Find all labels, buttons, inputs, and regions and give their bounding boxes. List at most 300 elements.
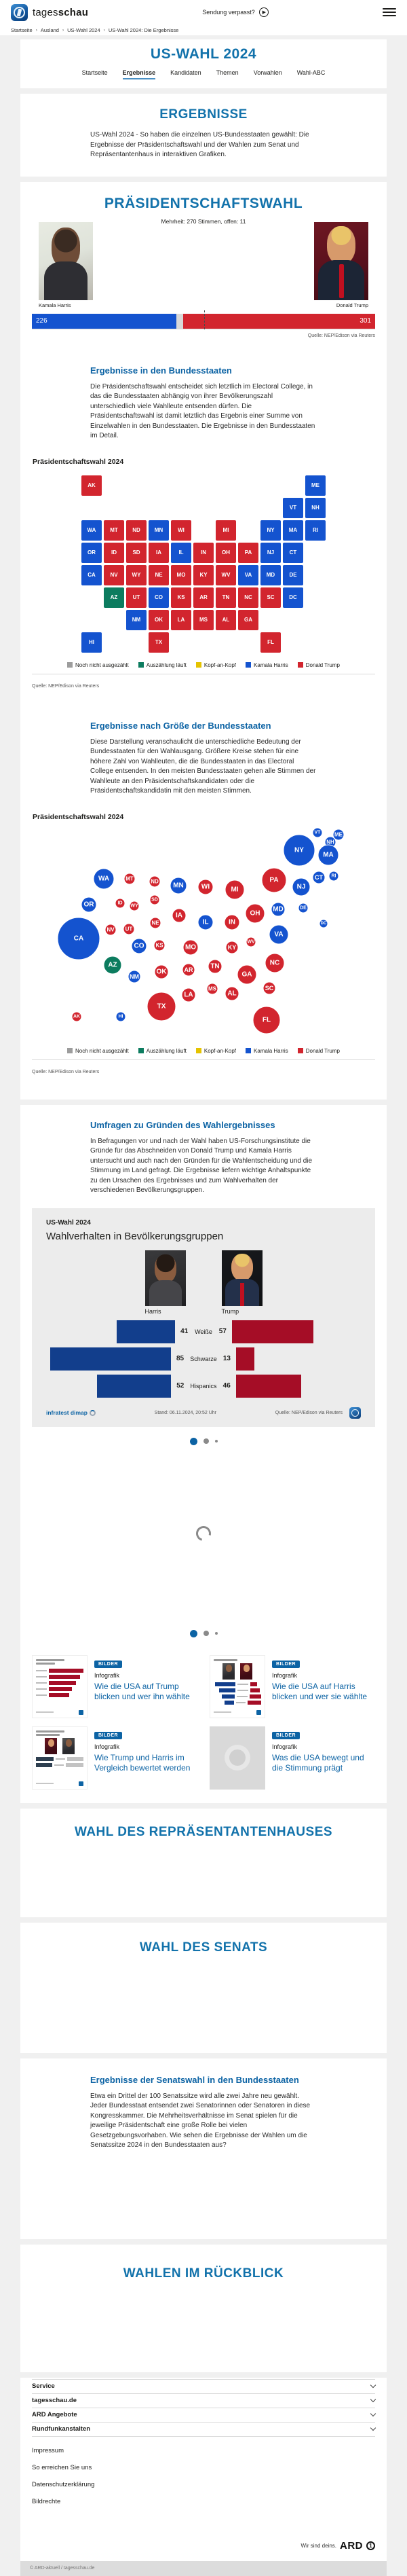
svg-text:FL: FL [262, 1016, 271, 1023]
state-tile-WA[interactable]: WA [81, 520, 102, 541]
carousel-dots [20, 1438, 387, 1445]
legend-item-tossup: Kopf-an-Kopf [196, 1048, 236, 1054]
footer [20, 2378, 387, 2576]
trump-photo [314, 222, 368, 300]
president-section [20, 182, 387, 1100]
svg-text:NH: NH [326, 839, 334, 845]
state-tile-DC[interactable]: DC [283, 587, 303, 608]
teaser-card[interactable] [32, 1726, 197, 1790]
svg-text:WI: WI [201, 883, 210, 890]
trump-column-label: Trump [221, 1307, 239, 1315]
house-section [20, 1809, 387, 1917]
svg-text:VT: VT [314, 830, 321, 835]
demographics-row-Weiße [46, 1320, 361, 1343]
svg-text:IA: IA [176, 911, 182, 919]
state-tile-AL[interactable]: AL [216, 610, 236, 630]
teaser-card[interactable] [210, 1726, 375, 1790]
state-tile-OH[interactable]: OH [216, 543, 236, 563]
svg-text:ID: ID [117, 901, 123, 905]
electoral-segment-Donald Trump [183, 314, 375, 329]
trump-small-photo [222, 1250, 263, 1306]
state-tile-TX[interactable]: TX [149, 632, 169, 653]
infographic-footer [46, 1407, 361, 1419]
state-bubble-ID[interactable] [115, 899, 125, 908]
ard-logo: ARD [340, 2539, 363, 2552]
electoral-segment-offen [176, 314, 183, 329]
state-tile-UT[interactable]: UT [126, 587, 147, 608]
svg-text:IL: IL [202, 918, 209, 926]
state-bubble-KY[interactable] [226, 941, 238, 954]
legend-item-counting: Auszählung läuft [138, 662, 187, 668]
state-bubble-HI[interactable] [116, 1012, 125, 1021]
loading-zone [20, 1448, 387, 1619]
svg-text:MD: MD [273, 905, 284, 913]
state-bubble-AK[interactable] [72, 1012, 81, 1021]
menu-icon[interactable] [383, 8, 396, 16]
harris-bar [50, 1347, 172, 1371]
svg-text:SC: SC [265, 984, 274, 992]
legend-swatch-icon [196, 1048, 201, 1053]
carousel-dot-1[interactable] [190, 1630, 197, 1637]
svg-text:OK: OK [156, 968, 167, 975]
state-bubble-CA[interactable] [58, 918, 100, 960]
state-bubble-WV[interactable] [246, 937, 256, 947]
svg-text:SD: SD [151, 897, 158, 902]
state-bubble-NM[interactable] [128, 970, 140, 983]
state-bubble-MO[interactable] [183, 940, 198, 955]
harris-small-photo [145, 1250, 186, 1306]
chevron-down-icon [370, 2425, 376, 2431]
state-bubble-MT[interactable] [124, 873, 135, 884]
state-tile-NC[interactable]: NC [238, 587, 258, 608]
legend-swatch-icon [298, 1048, 303, 1053]
teaser-kicker: Infografik [94, 1743, 120, 1750]
svg-text:KY: KY [227, 943, 237, 951]
accordion-label: tagesschau.de [32, 2397, 77, 2404]
tab-vorwahlen[interactable]: Vorwahlen [253, 69, 282, 76]
state-tile-IA[interactable]: IA [149, 543, 169, 563]
state-bubble-CO[interactable] [132, 939, 147, 954]
state-bubble-OR[interactable] [81, 897, 96, 912]
harris-value: 85 [176, 1355, 185, 1362]
state-tile-AZ[interactable]: AZ [104, 587, 124, 608]
state-bubble-GA[interactable] [237, 965, 256, 984]
category-label: Weiße [195, 1328, 212, 1335]
polls-section [20, 1105, 387, 1803]
bilder-badge: BILDER [94, 1661, 122, 1668]
teaser-thumbnail-profile-compare [210, 1655, 265, 1718]
footer-link-bildrechte[interactable]: Bildrechte [32, 2497, 61, 2505]
breadcrumb [0, 24, 407, 39]
svg-text:AR: AR [184, 966, 193, 973]
legend-swatch-icon [138, 662, 144, 668]
state-tile-WY[interactable]: WY [126, 565, 147, 585]
footer-link-datenschutzerkl-rung[interactable]: Datenschutzerklärung [32, 2480, 95, 2488]
size-text: Diese Darstellung veranschaulicht die unterschiedliche Bedeutung der Bundesstaaten für den Wahlausgang. Größere Kreise stehen für eine höhere Zahl von Wahlleuten, die die Bundesstaaten in das Electoral College entsenden. In den meisten Bundesstaaten gehen alle Stimmen der Wahlleute an den Präsidentschaftskandidaten oder die Präsidentschaftskandidatin mit den meisten Stimmen. [90, 738, 316, 795]
state-tile-VA[interactable]: VA [238, 565, 258, 585]
harris-photo [39, 222, 93, 300]
state-tile-NY[interactable]: NY [260, 520, 281, 541]
teaser-kicker: Infografik [272, 1671, 298, 1679]
svg-text:NV: NV [106, 926, 115, 932]
tab-kandidaten[interactable]: Kandidaten [170, 69, 201, 76]
map-legend [20, 662, 387, 668]
svg-text:WA: WA [98, 875, 110, 882]
teaser-title[interactable]: Wie Trump und Harris im Vergleich bewertet werden [94, 1752, 191, 1773]
trump-bar [236, 1375, 302, 1398]
state-tile-KY[interactable]: KY [193, 565, 214, 585]
demographics-infographic [32, 1208, 375, 1427]
state-bubble-TX[interactable] [147, 992, 176, 1021]
state-bubble-VA[interactable] [269, 925, 288, 944]
state-bubble-FL[interactable] [253, 1006, 280, 1034]
svg-text:WY: WY [130, 903, 138, 908]
senate-results-heading: Ergebnisse der Senatswahl in den Bundesstaaten [90, 2074, 299, 2085]
electoral-bar[interactable] [32, 314, 375, 329]
breadcrumb-item[interactable]: Startseite [11, 26, 33, 33]
svg-text:ME: ME [334, 831, 343, 837]
state-bubble-ND[interactable] [149, 876, 160, 887]
state-bubble-NJ[interactable] [292, 878, 310, 896]
page-title: US-WAHL 2024 [150, 46, 257, 62]
legend-swatch-icon [67, 1048, 73, 1053]
teaser-thumbnail-rating-compare [32, 1726, 88, 1790]
state-bubble-AZ[interactable] [104, 956, 121, 974]
state-tile-RI[interactable]: RI [305, 520, 326, 541]
loading-spinner-icon [193, 1523, 214, 1543]
infographic-title: Wahlverhalten in Bevölkerungsgruppen [46, 1230, 224, 1242]
state-tile-CO[interactable]: CO [149, 587, 169, 608]
state-tile-CT[interactable]: CT [283, 543, 303, 563]
svg-text:TN: TN [210, 962, 220, 970]
states-source: Quelle: NEP/Edison via Reuters [32, 683, 100, 689]
candidate-row [20, 222, 387, 308]
teaser-kicker: Infografik [94, 1671, 120, 1679]
state-tile-FL[interactable]: FL [260, 632, 281, 653]
state-tile-NM[interactable]: NM [126, 610, 147, 630]
tab-themen[interactable]: Themen [216, 69, 239, 76]
provider-ring-icon [90, 1410, 96, 1416]
state-tile-AK[interactable]: AK [81, 475, 102, 496]
footer-accordion-service[interactable] [32, 2379, 375, 2393]
state-tile-MO[interactable]: MO [171, 565, 191, 585]
svg-text:DE: DE [300, 905, 307, 910]
bubble-cartogram [20, 828, 387, 1038]
state-tile-NV[interactable]: NV [104, 565, 124, 585]
teaser-grid [32, 1655, 375, 1790]
senate-results-section [20, 2058, 387, 2239]
svg-text:NJ: NJ [296, 883, 306, 890]
state-tile-WV[interactable]: WV [216, 565, 236, 585]
svg-text:MS: MS [208, 985, 216, 992]
svg-text:NE: NE [151, 920, 159, 926]
svg-text:NM: NM [130, 973, 139, 980]
svg-text:KS: KS [155, 942, 163, 948]
legend-swatch-icon [246, 1048, 251, 1053]
breadcrumb-item[interactable]: Ausland [40, 26, 59, 33]
state-tile-VT[interactable]: VT [283, 498, 303, 518]
president-title: PRÄSIDENTSCHAFTSWAHL [104, 195, 303, 211]
state-tile-IL[interactable]: IL [171, 543, 191, 563]
states-heading: Ergebnisse in den Bundesstaaten [90, 365, 232, 376]
size-chart-title: Präsidentschaftswahl 2024 [33, 812, 124, 821]
size-source: Quelle: NEP/Edison via Reuters [32, 1069, 100, 1074]
state-tile-MS[interactable]: MS [193, 610, 214, 630]
trump-bar [236, 1347, 254, 1371]
teaser-title[interactable]: Wie die USA auf Harris blicken und wer sie wählte [272, 1681, 368, 1701]
states-text: Die Präsidentschaftswahl entscheidet sich letztlich im Electoral College, in das die Bundesstaaten abhängig von ihrer Bevölkerungszahl unterschiedlich viele Wahlleute entsenden dürfen. Die Präsidentschaftswahl ist damit letztlich das Ergebnis einer Summe von Einzelwahlen in den Bundesstaaten. Die Ergebnisse in den Bundesstaaten im Detail. [90, 382, 315, 439]
trump-votes: 301 [360, 316, 371, 325]
state-bubble-WI[interactable] [198, 879, 213, 894]
senate-section [20, 1923, 387, 2053]
ard-one-icon: 1 [366, 2541, 375, 2550]
svg-text:HI: HI [118, 1014, 123, 1019]
teaser-card[interactable] [32, 1655, 197, 1718]
tagesschau-globe-icon [11, 4, 28, 21]
state-tile-GA[interactable]: GA [238, 610, 258, 630]
carousel-dot-2[interactable] [204, 1631, 209, 1636]
demographics-row-Schwarze [46, 1347, 361, 1371]
state-tile-WI[interactable]: WI [171, 520, 191, 541]
ard-claim [20, 2513, 387, 2561]
svg-text:MN: MN [173, 882, 184, 889]
state-bubble-VT[interactable] [313, 828, 322, 837]
provider-logo: infratest dimap [46, 1409, 96, 1416]
harris-name: Kamala Harris [39, 302, 71, 308]
svg-text:GA: GA [241, 970, 252, 978]
chevron-down-icon [370, 2382, 376, 2388]
breadcrumb-item[interactable]: US-Wahl 2024 [67, 26, 100, 33]
top-bar [0, 0, 407, 24]
legend-item-harris: Kamala Harris [246, 1048, 288, 1054]
state-bubble-AR[interactable] [182, 964, 195, 976]
tagesschau-logo[interactable] [11, 4, 88, 21]
svg-text:OR: OR [83, 901, 94, 908]
brand-wordmark: tagesschau [33, 6, 89, 18]
svg-text:MT: MT [125, 875, 134, 882]
state-bubble-IL[interactable] [198, 915, 213, 930]
footer-link-impressum[interactable]: Impressum [32, 2446, 64, 2454]
legend-swatch-icon [67, 662, 73, 668]
state-bubble-OK[interactable] [155, 965, 168, 979]
teaser-thumbnail-trump-profile-chart [32, 1655, 88, 1718]
state-tile-SD[interactable]: SD [126, 543, 147, 563]
state-bubble-WY[interactable] [130, 901, 139, 911]
review-section [20, 2245, 387, 2372]
state-tile-NH[interactable]: NH [305, 498, 326, 518]
hero-section [20, 39, 387, 88]
harris-value: 41 [180, 1328, 189, 1335]
accordion-label: Service [32, 2382, 55, 2390]
harris-value: 52 [176, 1382, 185, 1390]
breadcrumb-separator: › [103, 27, 105, 33]
state-bubble-NE[interactable] [150, 918, 161, 928]
state-tile-KS[interactable]: KS [171, 587, 191, 608]
harris-bar [97, 1375, 171, 1398]
state-tile-MI[interactable]: MI [216, 520, 236, 541]
teaser-title[interactable]: Was die USA bewegt und die Stimmung prägt [272, 1752, 364, 1773]
svg-text:AZ: AZ [108, 961, 117, 968]
state-bubble-NC[interactable] [265, 954, 284, 973]
legend-item-tossup: Kopf-an-Kopf [196, 662, 236, 668]
state-tile-NJ[interactable]: NJ [260, 543, 281, 563]
harris-column-label: Harris [144, 1307, 161, 1315]
state-tile-ID[interactable]: ID [104, 543, 124, 563]
accordion-label: ARD Angebote [32, 2411, 77, 2418]
state-bubble-MS[interactable] [207, 983, 218, 994]
infographic-stand: Stand: 06.11.2024, 20:52 Uhr [154, 1410, 217, 1415]
teaser-thumbnail-placeholder [210, 1726, 265, 1790]
state-tile-MA[interactable]: MA [283, 520, 303, 541]
breadcrumb-separator: › [62, 27, 64, 33]
svg-text:IN: IN [229, 918, 235, 926]
state-bubble-IN[interactable] [225, 915, 239, 930]
demographics-chart [46, 1320, 361, 1398]
svg-text:WV: WV [247, 939, 255, 944]
trump-bar [232, 1320, 313, 1343]
footer-accordion-rundfunkanstalten[interactable] [32, 2422, 375, 2436]
legend-swatch-icon [196, 662, 201, 668]
svg-text:CA: CA [73, 935, 84, 942]
trump-value: 46 [222, 1382, 231, 1390]
state-tile-PA[interactable]: PA [238, 543, 258, 563]
globe-watermark-icon [225, 1745, 250, 1771]
state-bubble-DE[interactable] [298, 903, 308, 913]
state-tile-MD[interactable]: MD [260, 565, 281, 585]
category-label: Schwarze [190, 1355, 217, 1362]
bubble-map-legend [20, 1048, 387, 1054]
svg-text:MA: MA [323, 851, 334, 858]
svg-text:VA: VA [274, 930, 284, 938]
state-bubble-SD[interactable] [150, 895, 159, 905]
state-tile-LA[interactable]: LA [171, 610, 191, 630]
svg-text:MO: MO [185, 943, 197, 951]
tab-wahl-abc[interactable]: Wahl-ABC [296, 69, 326, 76]
state-tile-SC[interactable]: SC [260, 587, 281, 608]
state-bubble-LA[interactable] [182, 988, 195, 1002]
play-icon[interactable]: ▶ [259, 7, 269, 17]
bubble-map-block [20, 721, 387, 1100]
missed-show-link[interactable] [202, 7, 269, 17]
svg-text:PA: PA [269, 876, 279, 884]
state-tile-OR[interactable]: OR [81, 543, 102, 563]
teaser-card[interactable] [210, 1655, 375, 1718]
teaser-title[interactable]: Wie die USA auf Trump blicken und wer ihn wählte [94, 1681, 190, 1701]
ard-claim-text: Wir sind deins. [301, 2542, 336, 2549]
carousel-dots-2 [20, 1630, 387, 1637]
breadcrumb-item[interactable]: US-Wahl 2024: Die Ergebnisse [108, 26, 179, 33]
state-tile-OK[interactable]: OK [149, 610, 169, 630]
carousel-dot-3[interactable] [215, 1440, 218, 1443]
svg-text:DC: DC [320, 921, 327, 926]
state-bubble-MN[interactable] [170, 877, 187, 894]
state-bubble-AL[interactable] [225, 987, 239, 1000]
state-tile-ME[interactable]: ME [305, 475, 326, 496]
state-tile-DE[interactable]: DE [283, 565, 303, 585]
state-tile-MN[interactable]: MN [149, 520, 169, 541]
missed-show-label: Sendung verpasst? [202, 9, 255, 16]
state-tile-MT[interactable]: MT [104, 520, 124, 541]
legend-swatch-icon [298, 662, 303, 668]
carousel-dot-3[interactable] [215, 1632, 218, 1635]
state-bubble-OH[interactable] [246, 904, 265, 923]
state-bubble-MD[interactable] [271, 903, 285, 916]
tab-startseite[interactable]: Startseite [81, 69, 108, 76]
legend-item-trump: Donald Trump [298, 662, 340, 668]
results-intro-text: US-Wahl 2024 - So haben die einzelnen US-Bundesstaaten gewählt: Die Ergebnisse der Präsidentschaftswahl und der Wahlen zum Senat und Repräsentantenhaus in interaktiven Grafiken. [90, 131, 309, 158]
carousel-dot-1[interactable] [190, 1438, 197, 1445]
state-tile-AR[interactable]: AR [193, 587, 214, 608]
state-bubble-CT[interactable] [313, 871, 325, 884]
state-bubble-SC[interactable] [263, 982, 275, 994]
accordion-label: Rundfunkanstalten [32, 2425, 91, 2433]
senate-title: WAHL DES SENATS [139, 1940, 268, 1955]
size-heading: Ergebnisse nach Größe der Bundesstaaten [90, 720, 271, 731]
bilder-badge: BILDER [94, 1732, 122, 1739]
harris-bar [117, 1320, 175, 1343]
svg-text:MI: MI [231, 886, 239, 893]
state-bubble-KS[interactable] [154, 940, 165, 951]
teaser-kicker: Infografik [272, 1743, 298, 1750]
results-title: ERGEBNISSE [159, 107, 248, 122]
footer-link-so-erreichen-sie-uns[interactable]: So erreichen Sie uns [32, 2463, 92, 2471]
svg-text:LA: LA [184, 991, 193, 998]
breadcrumb-separator: › [35, 27, 37, 33]
svg-text:ND: ND [151, 878, 159, 884]
state-bubble-RI[interactable] [329, 871, 338, 881]
svg-text:RI: RI [331, 873, 336, 878]
state-bubble-NV[interactable] [105, 924, 116, 935]
legend-item-open: Noch nicht ausgezählt [67, 662, 129, 668]
trump-value: 13 [222, 1355, 231, 1362]
section-nav [20, 69, 387, 79]
state-tile-NE[interactable]: NE [149, 565, 169, 585]
harris-votes: 226 [36, 316, 47, 325]
footer-accordion-ard-angebote[interactable] [32, 2408, 375, 2422]
svg-text:NC: NC [269, 959, 280, 966]
trump-value: 57 [218, 1328, 227, 1335]
legend-swatch-icon [138, 1048, 144, 1053]
svg-text:NY: NY [294, 846, 304, 854]
state-tile-ND[interactable]: ND [126, 520, 147, 541]
infographic-source: Quelle: NEP/Edison via Reuters [275, 1410, 343, 1415]
state-bubble-IA[interactable] [172, 909, 186, 922]
state-bubble-NY[interactable] [284, 835, 315, 866]
electoral-segment-Kamala Harris [32, 314, 176, 329]
tab-ergebnisse[interactable]: Ergebnisse [123, 69, 156, 79]
legend-item-counting: Auszählung läuft [138, 1048, 187, 1054]
state-bubble-PA[interactable] [262, 868, 286, 892]
polls-heading: Umfragen zu Gründen des Wahlergebnisses [90, 1119, 275, 1130]
state-tile-IN[interactable]: IN [193, 543, 214, 563]
state-bubble-DC[interactable] [319, 920, 328, 928]
state-bubble-ME[interactable] [333, 829, 344, 840]
state-tile-HI[interactable]: HI [81, 632, 102, 653]
carousel-dot-2[interactable] [204, 1438, 209, 1444]
state-tile-CA[interactable]: CA [81, 565, 102, 585]
state-tile-TN[interactable]: TN [216, 587, 236, 608]
infographic-photos [46, 1250, 361, 1315]
state-bubble-WA[interactable] [94, 869, 114, 889]
footer-accordion-tagesschau-de[interactable] [32, 2393, 375, 2408]
state-bubble-MI[interactable] [225, 880, 244, 899]
states-tile-map [20, 475, 387, 653]
state-bubble-TN[interactable] [208, 960, 222, 973]
state-bubble-UT[interactable] [123, 924, 134, 935]
state-bubble-MA[interactable] [318, 845, 338, 865]
majority-note: Mehrheit: 270 Stimmen, offen: 11 [161, 217, 246, 225]
svg-text:AK: AK [73, 1014, 81, 1019]
